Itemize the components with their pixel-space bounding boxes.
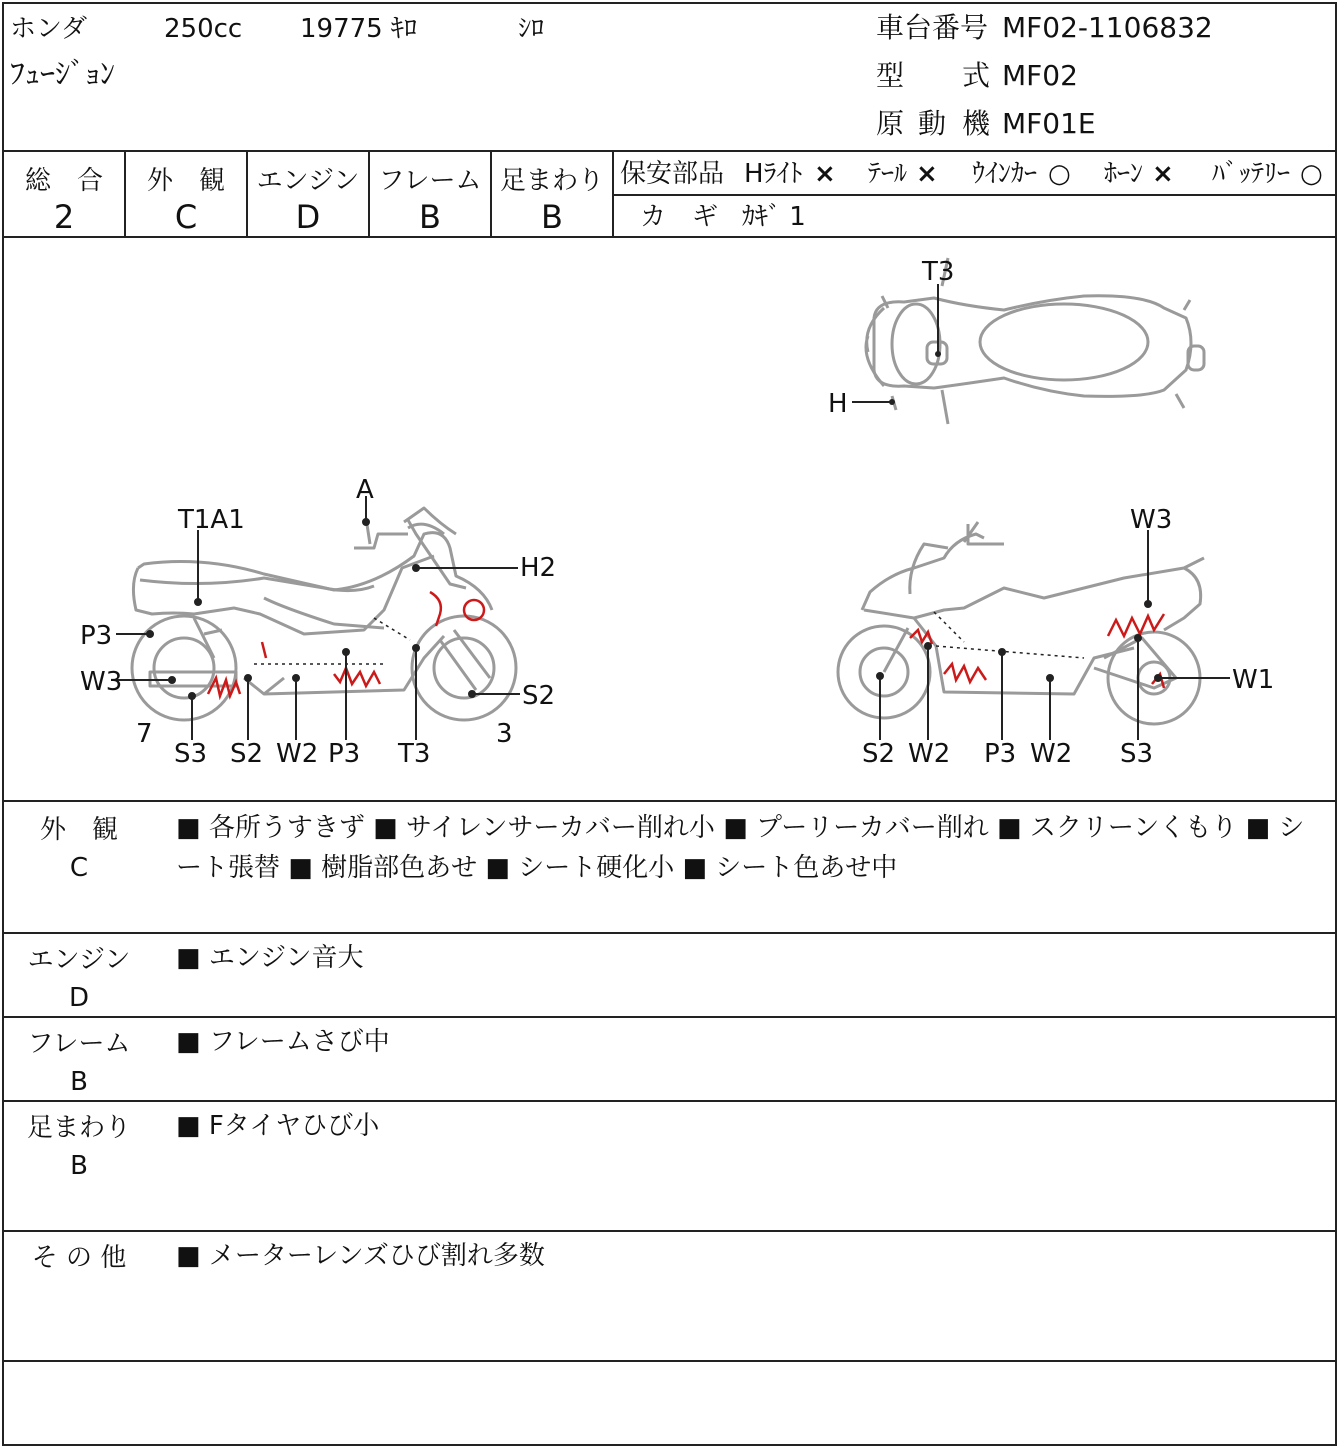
safety-item-name: ﾊﾞｯﾃﾘｰ bbox=[1212, 159, 1291, 189]
diagram-label: S3 bbox=[174, 739, 208, 769]
engine-label-3: 機 bbox=[962, 107, 991, 140]
grade-frame bbox=[370, 152, 492, 238]
frame-no: MF02-1106832 bbox=[1002, 11, 1213, 44]
maker: ホンダ bbox=[10, 14, 87, 44]
grade-overall bbox=[4, 152, 126, 238]
frame-no-label: 車台番号 bbox=[876, 11, 989, 44]
key-value: ｶｷﾞ 1 bbox=[742, 202, 806, 232]
grade-value: B bbox=[541, 198, 563, 236]
safety-item-mark: ○ bbox=[1300, 159, 1323, 189]
safety-item-name: Hﾗｲﾄ bbox=[744, 159, 803, 189]
diagram-label: W2 bbox=[908, 739, 951, 769]
scooter-left-view bbox=[132, 508, 516, 720]
diagram-label: W1 bbox=[1232, 665, 1275, 695]
displacement: 250cc bbox=[164, 14, 243, 44]
safety-item-name: ｳｲﾝｶｰ bbox=[972, 159, 1038, 189]
grade-value: B bbox=[419, 198, 441, 236]
diagram-label: S2 bbox=[230, 739, 264, 769]
diagram-label: A bbox=[356, 475, 374, 505]
diagram-label: P3 bbox=[984, 739, 1017, 769]
diagram-label: S2 bbox=[862, 739, 896, 769]
diagram-label: H bbox=[828, 389, 848, 419]
safety-parts-row bbox=[614, 152, 1335, 196]
defect-text: ■ メーターレンズひび割れ多数 bbox=[176, 1241, 545, 1271]
safety-item-name: ﾃｰﾙ bbox=[868, 159, 908, 189]
safety-item-name: ﾎｰﾝ bbox=[1104, 159, 1144, 189]
engine-label-1: 原 bbox=[876, 107, 905, 140]
engine-label-2: 動 bbox=[918, 107, 947, 140]
type-value: MF02 bbox=[1002, 59, 1078, 92]
defect-text: ■ エンジン音大 bbox=[176, 943, 364, 973]
engine-value: MF01E bbox=[1002, 107, 1096, 140]
safety-item-mark: ○ bbox=[1048, 159, 1071, 189]
diagram-label: H2 bbox=[520, 553, 557, 583]
divider bbox=[4, 1230, 1335, 1232]
scooter-top-view bbox=[866, 258, 1204, 424]
diagram-label: T1A1 bbox=[178, 505, 245, 535]
diagram-label: T3 bbox=[922, 257, 955, 287]
diagram-label: W3 bbox=[80, 667, 123, 697]
grade-label: 総 合 bbox=[24, 166, 103, 196]
grade-value: 2 bbox=[53, 198, 75, 236]
mileage: 19775 ｷﾛ bbox=[300, 14, 417, 44]
diagram-label: W3 bbox=[1130, 505, 1173, 535]
label-group-left bbox=[80, 475, 556, 769]
grade-label: 外 観 bbox=[146, 166, 225, 196]
model-name: ﾌｭｰｼﾞｮﾝ bbox=[10, 57, 115, 92]
grade-suspension bbox=[492, 152, 614, 238]
scooter-right-view bbox=[838, 522, 1204, 724]
defect-label: エンジン D bbox=[27, 945, 131, 1013]
diagram-label: P3 bbox=[80, 621, 113, 651]
grade-label: フレーム bbox=[378, 166, 482, 196]
grade-value: D bbox=[295, 198, 321, 236]
marker-dot bbox=[935, 351, 941, 357]
type-label-1: 型 bbox=[876, 59, 905, 92]
divider bbox=[4, 1016, 1335, 1018]
diagram-label: W2 bbox=[1030, 739, 1073, 769]
grade-exterior bbox=[126, 152, 248, 238]
divider bbox=[4, 1360, 1335, 1362]
diagram-label: P3 bbox=[328, 739, 361, 769]
safety-item-mark: × bbox=[814, 159, 836, 189]
grade-label: エンジン bbox=[256, 166, 360, 196]
diagram-label: S3 bbox=[1120, 739, 1154, 769]
divider bbox=[4, 1100, 1335, 1102]
diagram-label: 7 bbox=[136, 719, 153, 749]
grade-engine bbox=[248, 152, 370, 238]
diagram-label: S2 bbox=[522, 681, 556, 711]
defect-text: ■ フレームさび中 bbox=[176, 1027, 390, 1057]
defect-text: ■ Fタイヤひび小 bbox=[176, 1111, 380, 1141]
safety-parts-label: 保安部品 bbox=[620, 159, 725, 189]
color: ｼﾛ bbox=[518, 14, 545, 44]
dotted-guide bbox=[934, 612, 1084, 658]
defect-label: 外 観 C bbox=[39, 815, 118, 883]
defect-text: ■ 各所うすきず ■ サイレンサーカバー削れ小 ■ プーリーカバー削れ ■ スクリーンくもり ■ シート張替 ■ 樹脂部色あせ ■ シート硬化小 ■ シート色あせ中 bbox=[176, 813, 1305, 883]
defect-label: そ の 他 bbox=[31, 1243, 127, 1273]
diagram-label: 3 bbox=[496, 719, 513, 749]
divider bbox=[4, 932, 1335, 934]
inspection-sheet bbox=[2, 2, 1337, 1446]
defect-label: フレーム B bbox=[27, 1029, 131, 1097]
divider bbox=[4, 800, 1335, 802]
safety-item-mark: × bbox=[916, 159, 938, 189]
defect-label: 足まわり B bbox=[26, 1113, 131, 1181]
grade-label: 足まわり bbox=[499, 166, 604, 196]
type-label-2: 式 bbox=[962, 59, 991, 92]
damage-diagram bbox=[4, 238, 1335, 800]
key-label: カ ギ bbox=[640, 202, 719, 232]
safety-item-mark: × bbox=[1152, 159, 1174, 189]
diagram-label: W2 bbox=[276, 739, 319, 769]
diagram-label: T3 bbox=[398, 739, 431, 769]
grade-value: C bbox=[174, 198, 198, 236]
marker-dot bbox=[889, 399, 895, 405]
